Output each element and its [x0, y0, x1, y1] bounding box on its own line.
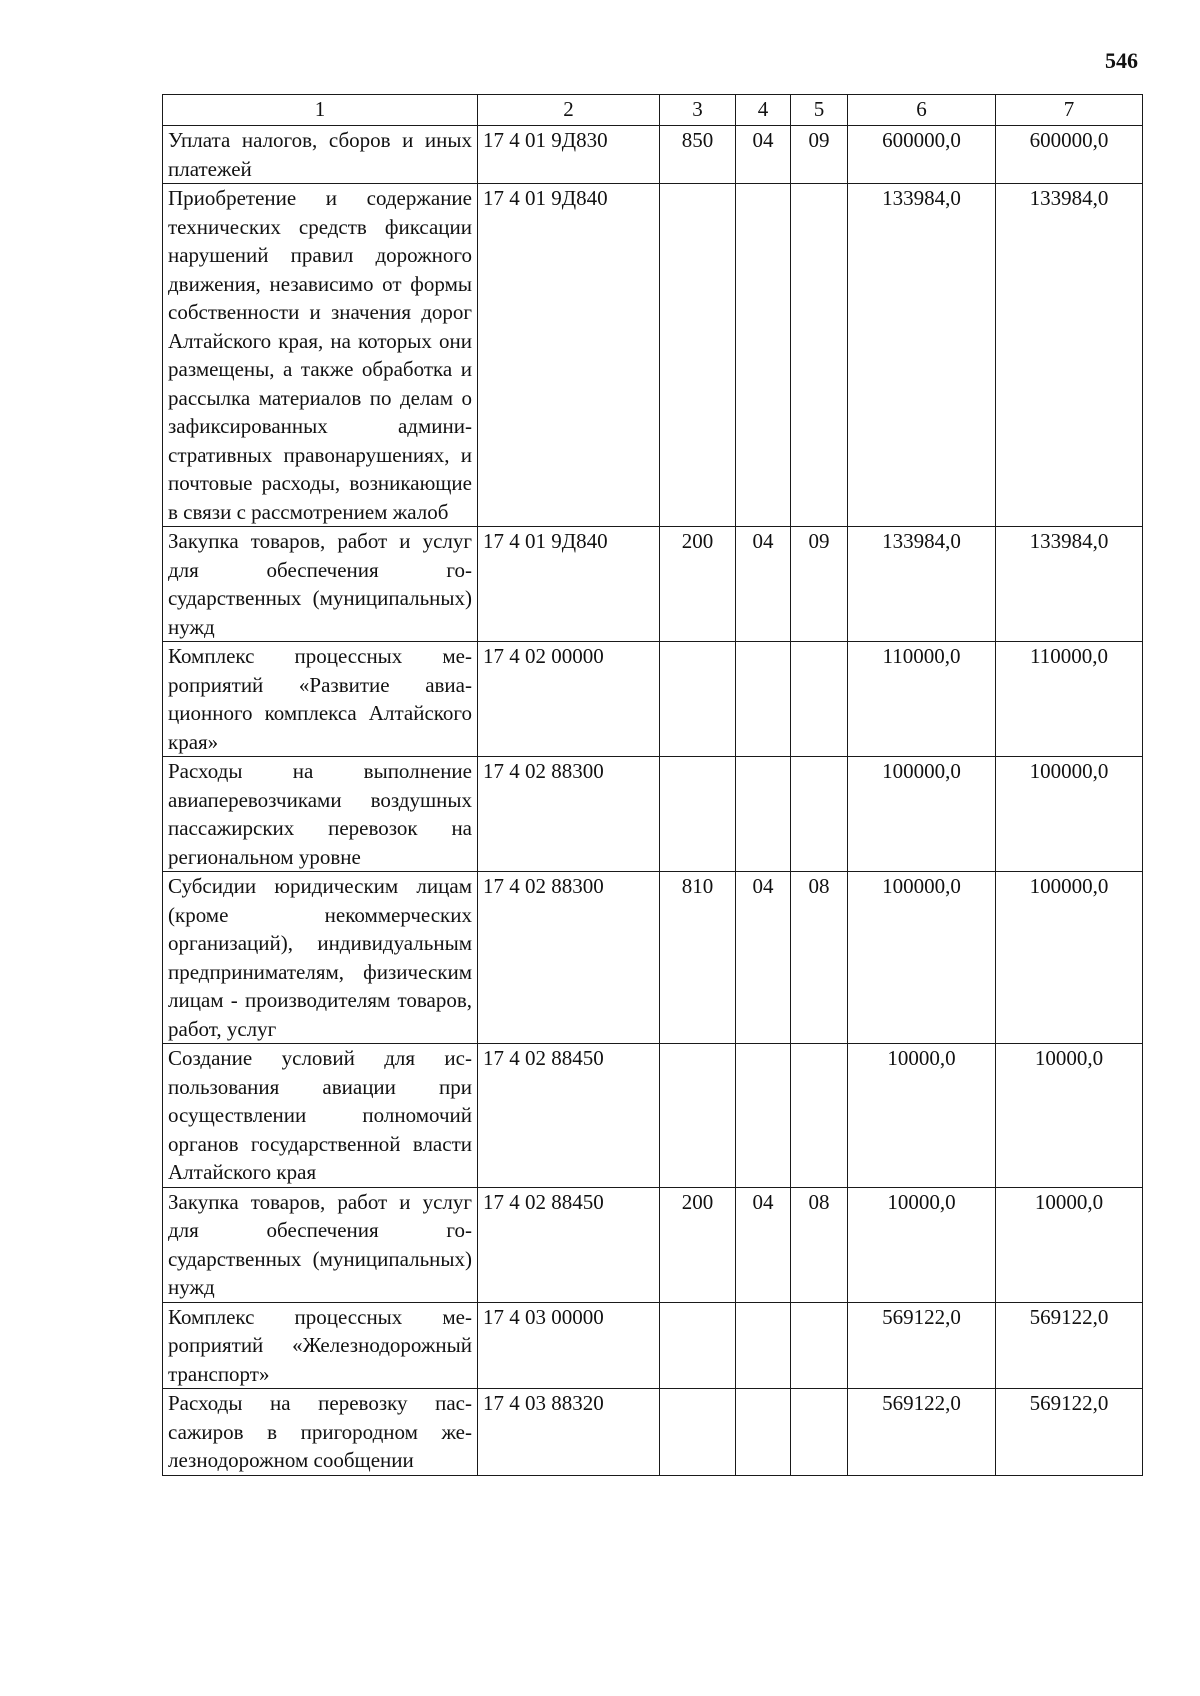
- row-col4: [736, 1302, 791, 1389]
- row-col3: 850: [660, 126, 736, 184]
- row-name: Приобретение и содержание технических средств фиксации нарушений правил дорожного движения, независимо от формы собственности и значения дорог Алтайского края, на которых они размещены, а также обработка и рассылка материалов по делам о зафиксированных административных правонарушениях, и почтовые расходы, возникающие в связи с рассмотрением жалоб: [163, 184, 478, 527]
- row-name: Расходы на выполнение авиаперевозчиками воздушных пассажирских перевозок на региональном уровне: [163, 757, 478, 872]
- row-col5: [791, 757, 848, 872]
- row-col4: 04: [736, 527, 791, 642]
- row-col3: [660, 757, 736, 872]
- row-col5: 09: [791, 527, 848, 642]
- row-code: 17 4 02 00000: [478, 642, 660, 757]
- table-header: [163, 95, 1143, 126]
- table-row: [163, 527, 1143, 642]
- row-code: 17 4 02 88450: [478, 1044, 660, 1188]
- row-name: Субсидии юридическим лицам (кроме некоммерческих организаций), индивидуальным предпринимателям, физическим лицам - производителям товаров, работ, услуг: [163, 872, 478, 1044]
- row-code: 17 4 01 9Д840: [478, 184, 660, 527]
- table-row: [163, 872, 1143, 1044]
- row-name: Закупка товаров, работ и услуг для обеспечения государственных (муниципальных) нужд: [163, 1187, 478, 1302]
- row-col6: 100000,0: [848, 757, 996, 872]
- row-col6: 569122,0: [848, 1302, 996, 1389]
- row-name: Закупка товаров, работ и услуг для обеспечения государственных (муниципальных) нужд: [163, 527, 478, 642]
- row-name: Уплата налогов, сборов и иных платежей: [163, 126, 478, 184]
- row-code: 17 4 02 88300: [478, 872, 660, 1044]
- row-col7: 569122,0: [996, 1389, 1143, 1476]
- row-name: Расходы на перевозку пассажиров в пригородном железнодорожном сообщении: [163, 1389, 478, 1476]
- row-col3: [660, 1044, 736, 1188]
- row-col7: 600000,0: [996, 126, 1143, 184]
- row-col6: 10000,0: [848, 1044, 996, 1188]
- row-col4: 04: [736, 1187, 791, 1302]
- row-code: 17 4 01 9Д830: [478, 126, 660, 184]
- row-col7: 100000,0: [996, 872, 1143, 1044]
- table-row: [163, 126, 1143, 184]
- table-row: [163, 1389, 1143, 1476]
- row-col3: 200: [660, 1187, 736, 1302]
- header-col-5: 5: [791, 95, 848, 126]
- header-col-3: 3: [660, 95, 736, 126]
- table-row: [163, 184, 1143, 527]
- row-col6: 133984,0: [848, 527, 996, 642]
- row-col6: 569122,0: [848, 1389, 996, 1476]
- row-col3: [660, 1389, 736, 1476]
- row-col4: [736, 757, 791, 872]
- row-col6: 110000,0: [848, 642, 996, 757]
- row-col6: 100000,0: [848, 872, 996, 1044]
- table-row: [163, 1044, 1143, 1188]
- row-col3: [660, 1302, 736, 1389]
- row-col3: 200: [660, 527, 736, 642]
- row-col4: 04: [736, 126, 791, 184]
- row-col3: 810: [660, 872, 736, 1044]
- row-col5: 08: [791, 872, 848, 1044]
- header-col-4: 4: [736, 95, 791, 126]
- row-col7: 110000,0: [996, 642, 1143, 757]
- row-col6: 10000,0: [848, 1187, 996, 1302]
- row-code: 17 4 03 88320: [478, 1389, 660, 1476]
- row-col7: 10000,0: [996, 1044, 1143, 1188]
- row-col4: [736, 1389, 791, 1476]
- row-col7: 100000,0: [996, 757, 1143, 872]
- row-col7: 133984,0: [996, 184, 1143, 527]
- row-col6: 600000,0: [848, 126, 996, 184]
- row-col5: [791, 1044, 848, 1188]
- header-col-7: 7: [996, 95, 1143, 126]
- row-col7: 569122,0: [996, 1302, 1143, 1389]
- table-row: [163, 757, 1143, 872]
- page-number: 546: [1105, 48, 1138, 73]
- row-col4: [736, 642, 791, 757]
- row-code: 17 4 02 88300: [478, 757, 660, 872]
- row-name: Комплекс процессных мероприятий «Железнодорожный транспорт»: [163, 1302, 478, 1389]
- budget-table: [162, 94, 1143, 1476]
- row-col5: [791, 184, 848, 527]
- row-col5: 09: [791, 126, 848, 184]
- row-code: 17 4 02 88450: [478, 1187, 660, 1302]
- table-row: [163, 1187, 1143, 1302]
- row-name: Комплекс процессных мероприятий «Развитие авиационного комплекса Алтайского края»: [163, 642, 478, 757]
- row-code: 17 4 01 9Д840: [478, 527, 660, 642]
- row-code: 17 4 03 00000: [478, 1302, 660, 1389]
- row-col7: 133984,0: [996, 527, 1143, 642]
- header-col-1: 1: [163, 95, 478, 126]
- table-body: [163, 126, 1143, 1476]
- row-col4: 04: [736, 872, 791, 1044]
- header-row: [163, 95, 1143, 126]
- row-col5: [791, 1389, 848, 1476]
- row-col3: [660, 184, 736, 527]
- row-name: Создание условий для использования авиации при осуществлении полномочий органов государственной власти Алтайского края: [163, 1044, 478, 1188]
- row-col6: 133984,0: [848, 184, 996, 527]
- table-row: [163, 1302, 1143, 1389]
- header-col-2: 2: [478, 95, 660, 126]
- row-col4: [736, 184, 791, 527]
- header-col-6: 6: [848, 95, 996, 126]
- row-col4: [736, 1044, 791, 1188]
- row-col3: [660, 642, 736, 757]
- row-col5: [791, 1302, 848, 1389]
- row-col7: 10000,0: [996, 1187, 1143, 1302]
- row-col5: 08: [791, 1187, 848, 1302]
- row-col5: [791, 642, 848, 757]
- table-row: [163, 642, 1143, 757]
